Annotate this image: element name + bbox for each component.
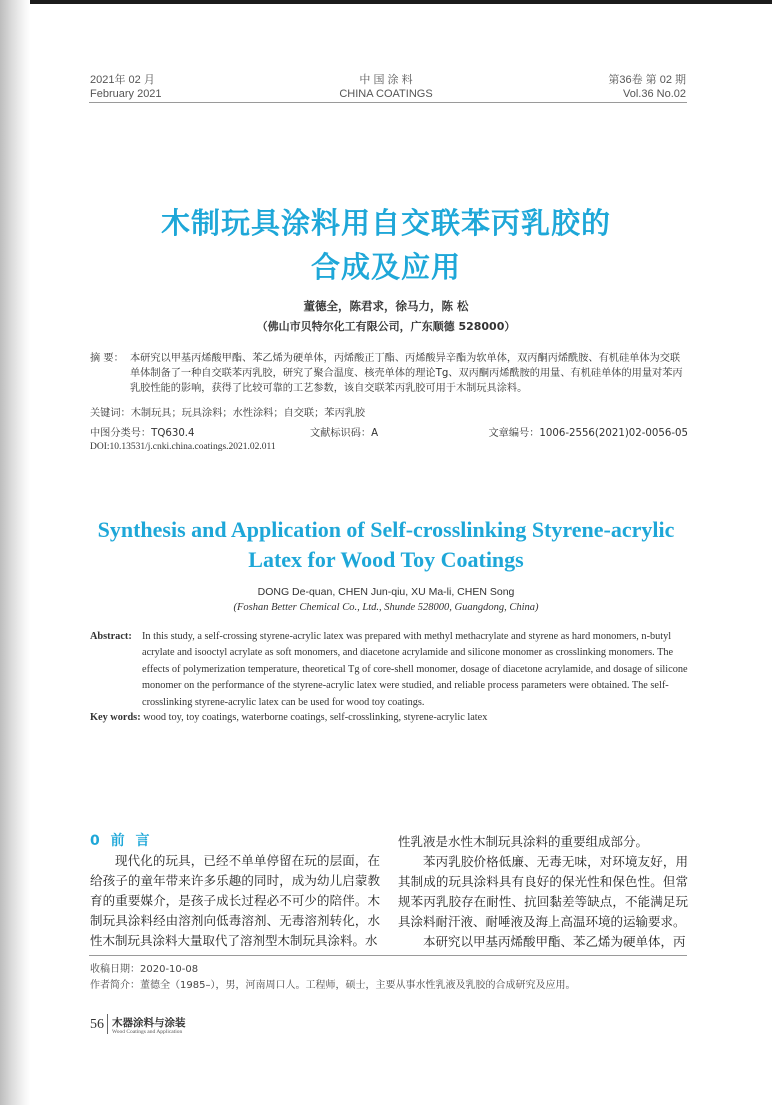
top-edge-bar (0, 0, 772, 4)
english-title (0, 515, 772, 575)
footer-journal-cn: 木器涂料与涂装 (112, 1017, 186, 1029)
body-column-left (90, 851, 380, 951)
chinese-title-line2: 合成及应用 (310, 250, 461, 284)
article-number: 文章编号：1006-2556(2021)02-0056-05 (488, 428, 688, 439)
header-journal-cn: 中 国 涂 料 (359, 74, 413, 86)
chinese-abstract-label: 摘 要： (90, 353, 124, 364)
footnote-author-bio: 作者简介：董德全（1985–），男，河南周口人。工程师，硕士，主要从事水性乳液及乳胶的合成研究及应用。 (90, 980, 576, 991)
body-paragraph: 现代化的玩具，已经不单单停留在玩的层面，在给孩子的童年带来许多乐趣的同时，成为幼儿启蒙教育的重要媒介，是孩子成长过程必不可少的陪伴。木制玩具涂料经由溶剂向低毒溶剂、无毒溶剂转化，水性木制玩具涂料大量取代了溶剂型木制玩具涂料。水 (90, 853, 380, 948)
english-keywords-label: Key words: (90, 712, 141, 723)
header-journal-en: CHINA COATINGS (339, 88, 433, 100)
body-paragraph: 性乳液是水性木制玩具涂料的重要组成部分。 (398, 834, 649, 849)
document-code: 文献标识码：A (310, 428, 379, 439)
header-volume-cn: 第36卷 第 02 期 (608, 74, 686, 86)
english-abstract-label: Abstract: (90, 631, 132, 642)
body-paragraph: 本研究以甲基丙烯酸甲酯、苯乙烯为硬单体，丙 (423, 934, 686, 949)
footer-divider (107, 1014, 108, 1034)
chinese-title (0, 201, 772, 289)
chinese-abstract-text: 本研究以甲基丙烯酸甲酯、苯乙烯为硬单体，丙烯酸正丁酯、丙烯酸异辛酯为软单体，双丙酮丙烯酰胺、有机硅单体为交联单体制备了一种自交联苯丙乳胶，研究了聚合温度、核壳单体的理论Tg、双丙酮丙烯酰胺的用量、有机硅单体的用量对苯丙乳胶性能的影响，获得了比较可靠的工艺参数，该自交联苯丙乳胶可用于木制玩具涂料。 (130, 353, 683, 394)
header-rule (89, 102, 687, 103)
header-volume (608, 73, 686, 101)
chinese-authors: 董德全，陈君求，徐马力，陈 松 (303, 299, 469, 313)
section-heading: 0 前 言 (90, 833, 153, 849)
header-volume-en: Vol.36 No.02 (623, 88, 686, 100)
english-affiliation: (Foshan Better Chemical Co., Ltd., Shunde 528000, Guangdong, China) (233, 602, 539, 613)
english-title-line1: Synthesis and Application of Self-crosslinking Styrene-acrylic (97, 517, 675, 542)
doi: DOI:10.13531/j.cnki.china.coatings.2021.02.011 (90, 442, 276, 452)
chinese-abstract (90, 351, 688, 396)
english-keywords-text: wood toy, toy coatings, waterborne coatings, self-crosslinking, styrene-acrylic latex (143, 712, 488, 723)
chinese-affiliation: （佛山市贝特尔化工有限公司，广东顺德 528000） (256, 320, 516, 333)
footnote-rule (89, 955, 687, 956)
english-authors: DONG De-quan, CHEN Jun-qiu, XU Ma-li, CHEN Song (257, 586, 515, 598)
english-keywords (90, 712, 688, 723)
english-abstract-text: In this study, a self-crossing styrene-acrylic latex was prepared with methyl methacrylate and styrene as hard monomers, n-butyl acrylate and isooctyl acrylate as soft monomers, and diacetone acrylamide and silicone monomer as crosslinking monomers. The effects of polymerization temperature, theoretical Tg of core-shell monomer, dosage of diacetone acrylamide, and dosage of silicone monomer on the performance of the styrene-acrylic latex were studied, and reliable process parameters were obtained. The self-crosslinking styrene-acrylic latex can be used for wood toy coatings. (142, 631, 688, 708)
body-paragraph: 苯丙乳胶价格低廉、无毒无味，对环境友好，用其制成的玩具涂料具有良好的保光性和保色性。但常规苯丙乳胶存在耐性、抗回黏差等缺点，不能满足玩具涂料耐汗液、耐唾液及海上高温环境的运输要求。 (398, 854, 688, 929)
header-date-en: February 2021 (90, 88, 162, 100)
header-date-cn: 2021年 02 月 (90, 74, 155, 86)
clc-number: 中图分类号：TQ630.4 (90, 428, 195, 439)
english-title-line2: Latex for Wood Toy Coatings (248, 547, 524, 572)
chinese-title-line1: 木制玩具涂料用自交联苯丙乳胶的 (160, 206, 611, 240)
english-abstract (90, 629, 688, 711)
footnote-received: 收稿日期：2020-10-08 (90, 964, 199, 975)
chinese-keywords: 关键词：木制玩具；玩具涂料；水性涂料；自交联；苯丙乳胶 (90, 408, 366, 419)
body-column-right (398, 832, 688, 952)
footer-journal-en: Wood Coatings and Application (112, 1029, 183, 1035)
page-number: 56 (90, 1017, 104, 1032)
